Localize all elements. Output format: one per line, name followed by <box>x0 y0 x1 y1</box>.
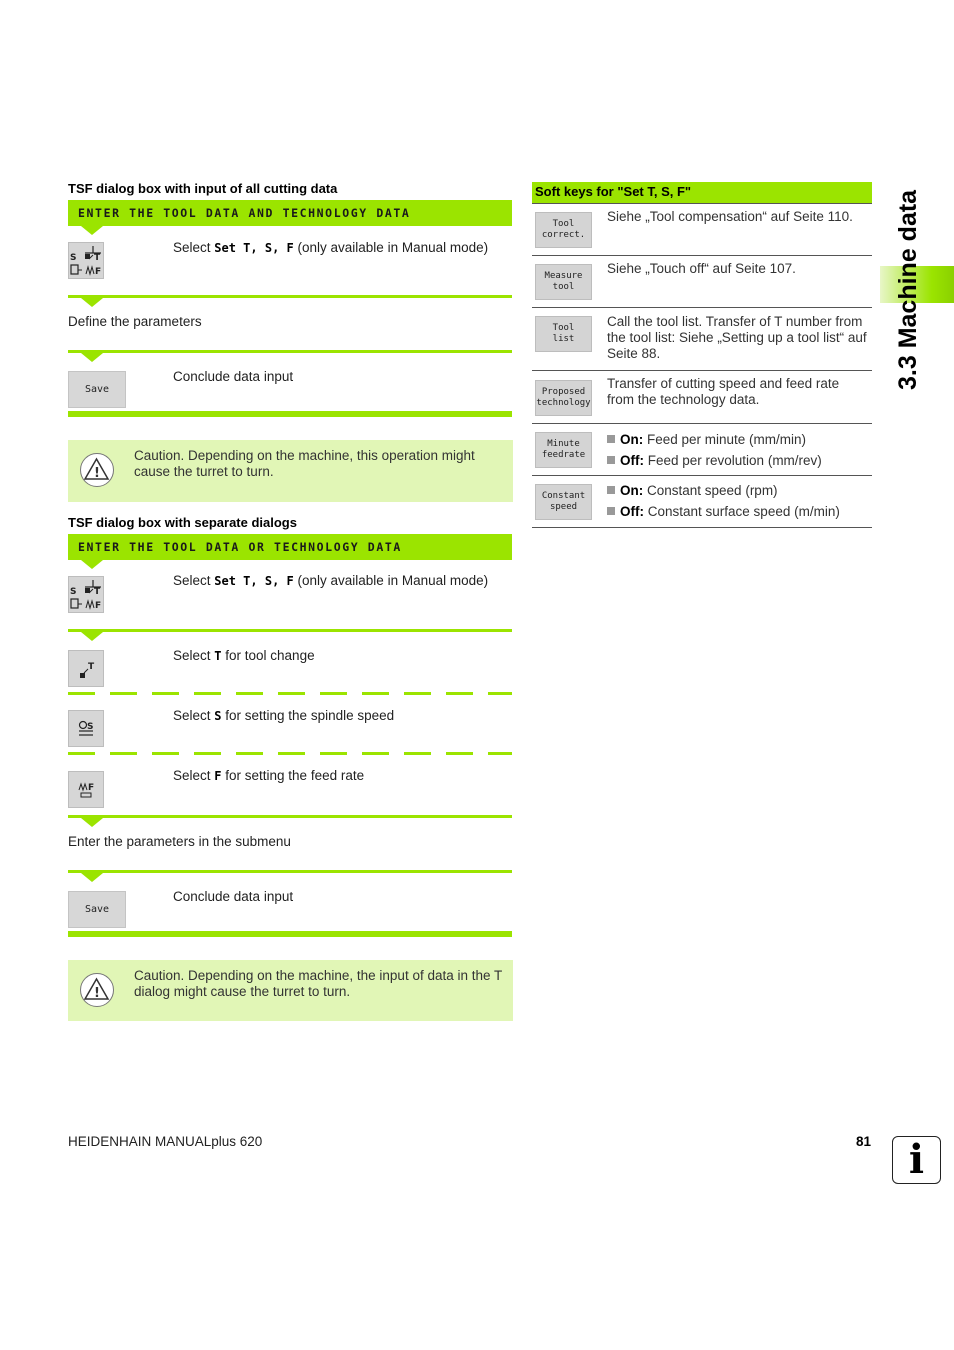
section2-step-submenu: Enter the parameters in the submenu <box>68 834 291 849</box>
softkey-row <box>532 256 872 308</box>
caution-text: Caution. Depending on the machine, this operation might cause the turret to turn. <box>134 448 475 479</box>
tsf-glyph-icon <box>69 577 103 612</box>
bullet-on: On: Feed per minute (mm/min) <box>607 429 869 450</box>
proposed-technology-softkey[interactable]: Proposed technology <box>535 380 592 416</box>
info-glyph: i <box>908 1136 925 1183</box>
section2-end-bar <box>68 931 512 937</box>
constant-speed-softkey[interactable]: Constant speed <box>535 484 592 520</box>
section2-step-t: Select T for tool change <box>173 648 315 663</box>
warning-icon <box>80 973 114 1007</box>
softkeys-header-text: Soft keys for "Set T, S, F" <box>535 184 692 199</box>
softkey-description <box>607 480 869 522</box>
section1-step-select: Select Set T, S, F (only available in Manual mode) <box>173 240 489 255</box>
svg-text:!: ! <box>94 466 100 481</box>
page-number: 81 <box>856 1134 872 1149</box>
divider <box>68 870 512 873</box>
svg-text:T: T <box>94 253 101 263</box>
set-tsf-key-icon[interactable] <box>68 242 104 279</box>
section2-step-f: Select F for setting the feed rate <box>173 768 365 783</box>
section2-arrow-4 <box>81 873 103 882</box>
divider <box>68 815 512 818</box>
divider <box>68 629 512 632</box>
section2-step-s: Select S for setting the spindle speed <box>173 708 395 723</box>
spindle-icon <box>69 711 103 746</box>
measure-tool-softkey[interactable]: Measure tool <box>535 264 592 300</box>
info-icon <box>892 1136 941 1184</box>
section2-arrow-2 <box>81 632 103 641</box>
spindle-speed-key-icon[interactable] <box>68 710 104 747</box>
warning-triangle-icon <box>81 454 112 485</box>
caution-box <box>68 440 513 502</box>
section2-title: TSF dialog box with separate dialogs <box>68 515 297 530</box>
svg-text:F: F <box>95 601 102 611</box>
svg-text:T: T <box>94 587 101 597</box>
section2-step-select: Select Set T, S, F (only available in Manual mode) <box>173 573 489 588</box>
tool-change-key-icon[interactable] <box>68 650 104 687</box>
section1-arrow-3 <box>81 353 103 362</box>
bullet-square-icon <box>607 456 615 464</box>
section1-title: TSF dialog box with input of all cutting data <box>68 181 338 196</box>
svg-text:T: T <box>88 662 95 672</box>
svg-text:S: S <box>87 722 94 732</box>
svg-text:S: S <box>70 587 77 597</box>
section2-dialog-text: ENTER THE TOOL DATA OR TECHNOLOGY DATA <box>78 540 402 554</box>
softkeys-header <box>532 182 872 204</box>
caution-box <box>68 960 513 1021</box>
tool-list-softkey[interactable]: Tool list <box>535 316 592 352</box>
bullet-off: Off: Feed per revolution (mm/rev) <box>607 450 869 471</box>
softkey-description <box>607 429 869 471</box>
section2-dialog-bar <box>68 534 512 560</box>
caution-text: Caution. Depending on the machine, the input of data in the T dialog might cause the turret to turn. <box>134 968 503 999</box>
softkey-row <box>532 204 872 256</box>
save-button[interactable]: Save <box>68 891 126 928</box>
bullet-on: On: Constant speed (rpm) <box>607 480 869 501</box>
set-tsf-key-icon[interactable] <box>68 576 104 613</box>
section1-arrow-1 <box>81 226 103 235</box>
softkey-row <box>532 308 872 371</box>
softkey-row <box>532 424 872 476</box>
section1-dialog-text: ENTER THE TOOL DATA AND TECHNOLOGY DATA <box>78 206 411 220</box>
softkey-description: Call the tool list. Transfer of T number from the tool list: Siehe „Setting up a tool list“ auf Seite 88. <box>607 314 867 361</box>
softkey-row <box>532 371 872 424</box>
svg-text:S: S <box>70 253 77 263</box>
section2-arrow-1 <box>81 560 103 569</box>
section1-dialog-bar <box>68 200 512 226</box>
bullet-square-icon <box>607 486 615 494</box>
bullet-square-icon <box>607 507 615 515</box>
softkey-description: Siehe „Tool compensation“ auf Seite 110. <box>607 209 853 224</box>
minute-feedrate-softkey[interactable]: Minute feedrate <box>535 432 592 468</box>
dashed-divider <box>68 692 512 695</box>
svg-text:F: F <box>95 267 102 277</box>
svg-text:!: ! <box>94 986 100 1001</box>
section1-end-bar <box>68 411 512 417</box>
dashed-divider <box>68 752 512 755</box>
softkey-description: Transfer of cutting speed and feed rate from the technology data. <box>607 376 840 407</box>
svg-text:F: F <box>88 783 95 793</box>
section1-step-conclude: Conclude data input <box>173 369 294 384</box>
section1-step-define: Define the parameters <box>68 314 202 329</box>
tool-correct-softkey[interactable]: Tool correct. <box>535 212 592 248</box>
tsf-glyph-icon <box>69 243 103 278</box>
bullet-off: Off: Constant surface speed (m/min) <box>607 501 869 522</box>
feed-icon <box>69 772 103 807</box>
footer-product: HEIDENHAIN MANUALplus 620 <box>68 1134 263 1149</box>
softkey-description: Siehe „Touch off“ auf Seite 107. <box>607 261 796 276</box>
warning-icon <box>80 453 114 487</box>
feed-rate-key-icon[interactable] <box>68 771 104 808</box>
warning-triangle-icon <box>81 974 112 1005</box>
tool-icon <box>69 651 103 686</box>
chapter-title: 3.3 Machine data <box>894 189 922 390</box>
section2-step-conclude: Conclude data input <box>173 889 294 904</box>
save-button[interactable]: Save <box>68 371 126 408</box>
section1-arrow-2 <box>81 298 103 307</box>
softkey-row <box>532 476 872 528</box>
divider <box>68 350 512 353</box>
section2-arrow-3 <box>81 818 103 827</box>
divider <box>68 295 512 298</box>
bullet-square-icon <box>607 435 615 443</box>
